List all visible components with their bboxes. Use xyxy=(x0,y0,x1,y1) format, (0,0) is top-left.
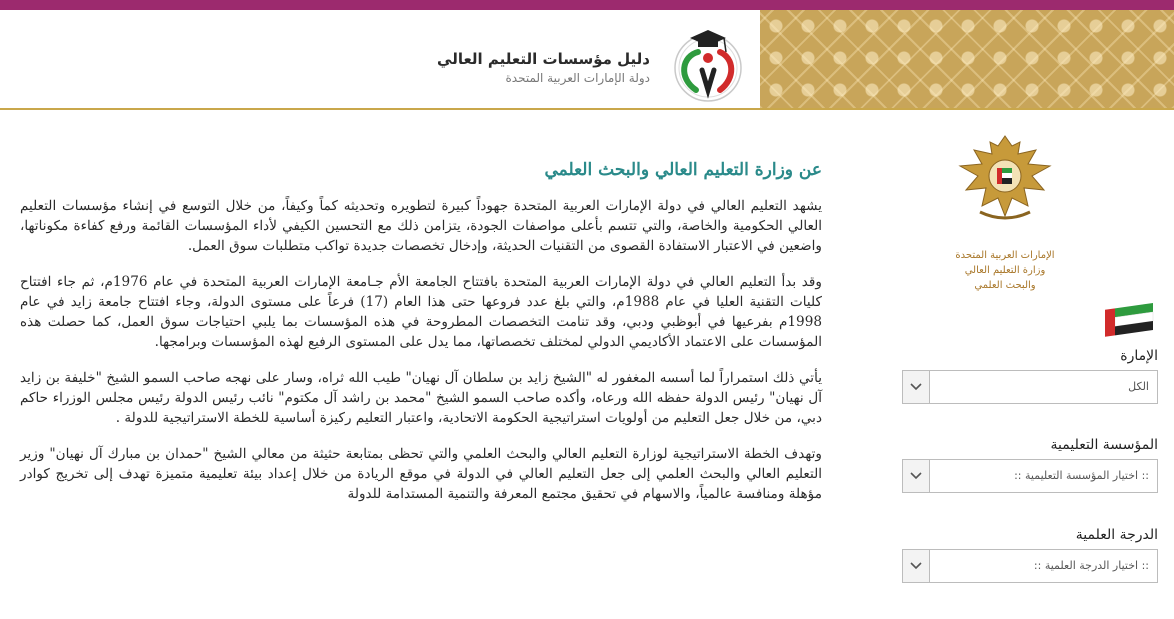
emirate-label: الإمارة xyxy=(1120,348,1158,364)
emirate-select[interactable] xyxy=(902,370,1158,404)
site-title-sub: دولة الإمارات العربية المتحدة xyxy=(505,71,650,85)
graduation-logo-icon xyxy=(668,18,748,104)
degree-label: الدرجة العلمية xyxy=(1075,527,1158,543)
article-paragraph-3: يأتي ذلك استمراراً لما أسسه المغفور له "الشيخ زايد بن سلطان آل نهيان" طيب الله ثراه، وسار على نهجه صاحب السمو الشيخ "خليفة بن زايد آل نهيان" رئيس الدولة حفظه الله ورعاه، وأكده صاحب السمو الشيخ "محمد بن راشد آل مكتوم" نائب رئيس الدولة رئيس مجلس الوزراء حاكم دبي، من خلال جعل التعليم من أولويات استراتيجية الحكومة الاتحادية، واعتبار التعليم ركيزة أساسية للخطة الاستراتيجية للدولة . xyxy=(20,370,822,426)
article-paragraph-2: وقد بدأ التعليم العالي في دولة الإمارات العربية المتحدة بافتتاح الجامعة الأم جـامعة الإمارات العربية المتحدة في عام 1976م، ثم جاء افتتاح كليات التقنية العليا في عام 1988م، والتي بلغ عدد فروعها حتى هذا العام (17) فرعاً على مستوى الدولة، وجاء افتتاح جامعة زايد في عام 1998م بفرعيها في أبوظبي ودبي، وقد تنامت التخصصات المطروحة في هذه المؤسسات بما يلبي احتياجات سوق العمل، كما حصلت هذه المؤسسات على الاعتماد الأكاديمي الدولي لمختلف تخصصاتها، مما يدل على المستوى الرفيع لهذه المؤسسات وبرامجها. xyxy=(20,274,822,350)
emblem-text-3: والبحث العلمي xyxy=(974,280,1036,291)
site-title[interactable] xyxy=(437,50,650,85)
top-accent-bar xyxy=(0,0,1174,10)
uae-flag-icon xyxy=(1103,302,1155,338)
emblem-text-1: الإمارات العربية المتحدة xyxy=(955,250,1055,261)
degree-select[interactable] xyxy=(902,549,1158,583)
article-paragraph-4: وتهدف الخطة الاستراتيجية لوزارة التعليم العالي والبحث العلمي والتي تحظى بمتابعة حثيثة من معالي الشيخ "حمدان بن مبارك آل نهيان" وزير التعليم العالي والبحث العلمي إلى جعل التعليم العالي في الدولة في موقع الريادة من خلال إعداد بيئة تعليمية متميزة تهدف إلى تخريج كوادر مؤهلة ومنافسة عالمياً، والاسهام في تحقيق مجتمع المعرفة والتنمية المستدامة للدولة xyxy=(20,446,822,502)
site-title-main: دليل مؤسسات التعليم العالي xyxy=(437,50,650,68)
institution-select[interactable] xyxy=(902,459,1158,493)
article-content xyxy=(20,160,822,520)
institution-select-value: :: اختيار المؤسسة التعليمية :: xyxy=(1014,469,1149,482)
chevron-down-icon[interactable] xyxy=(903,550,930,582)
emirate-select-value: الكل xyxy=(1128,380,1149,393)
falcon-emblem-icon xyxy=(940,128,1070,228)
chevron-down-icon[interactable] xyxy=(903,460,930,492)
institution-label: المؤسسة التعليمية xyxy=(1050,437,1158,453)
page-title: عن وزارة التعليم العالي والبحث العلمي xyxy=(544,160,822,180)
site-logo[interactable] xyxy=(668,18,748,104)
article-paragraph-1: يشهد التعليم العالي في دولة الإمارات العربية المتحدة جهوداً كبيرة لتطويره وتحديثه كماً وكيفاً، من خلال التوسع في إنشاء مؤسسات التعليم العالي الحكومية والخاصة، والتي تتسم بأعلى مواصفات الجودة، يتزامن ذلك مع التحسين الكيفي لأداء المؤسسات القائمة ورفع كفاءة مكوناتها، واضعين في الاعتبار الاستفادة القصوى من التقنيات الحديثة، وإدخال تخصصات جديدة تواكب متطلبات سوق العمل. xyxy=(20,198,822,254)
site-header xyxy=(0,10,1174,110)
ministry-emblem xyxy=(940,128,1070,300)
emblem-text-2: وزارة التعليم العالي xyxy=(964,265,1046,276)
chevron-down-icon[interactable] xyxy=(903,371,930,403)
degree-select-value: :: اختيار الدرجة العلمية :: xyxy=(1033,559,1149,572)
header-pattern-banner xyxy=(760,10,1174,108)
